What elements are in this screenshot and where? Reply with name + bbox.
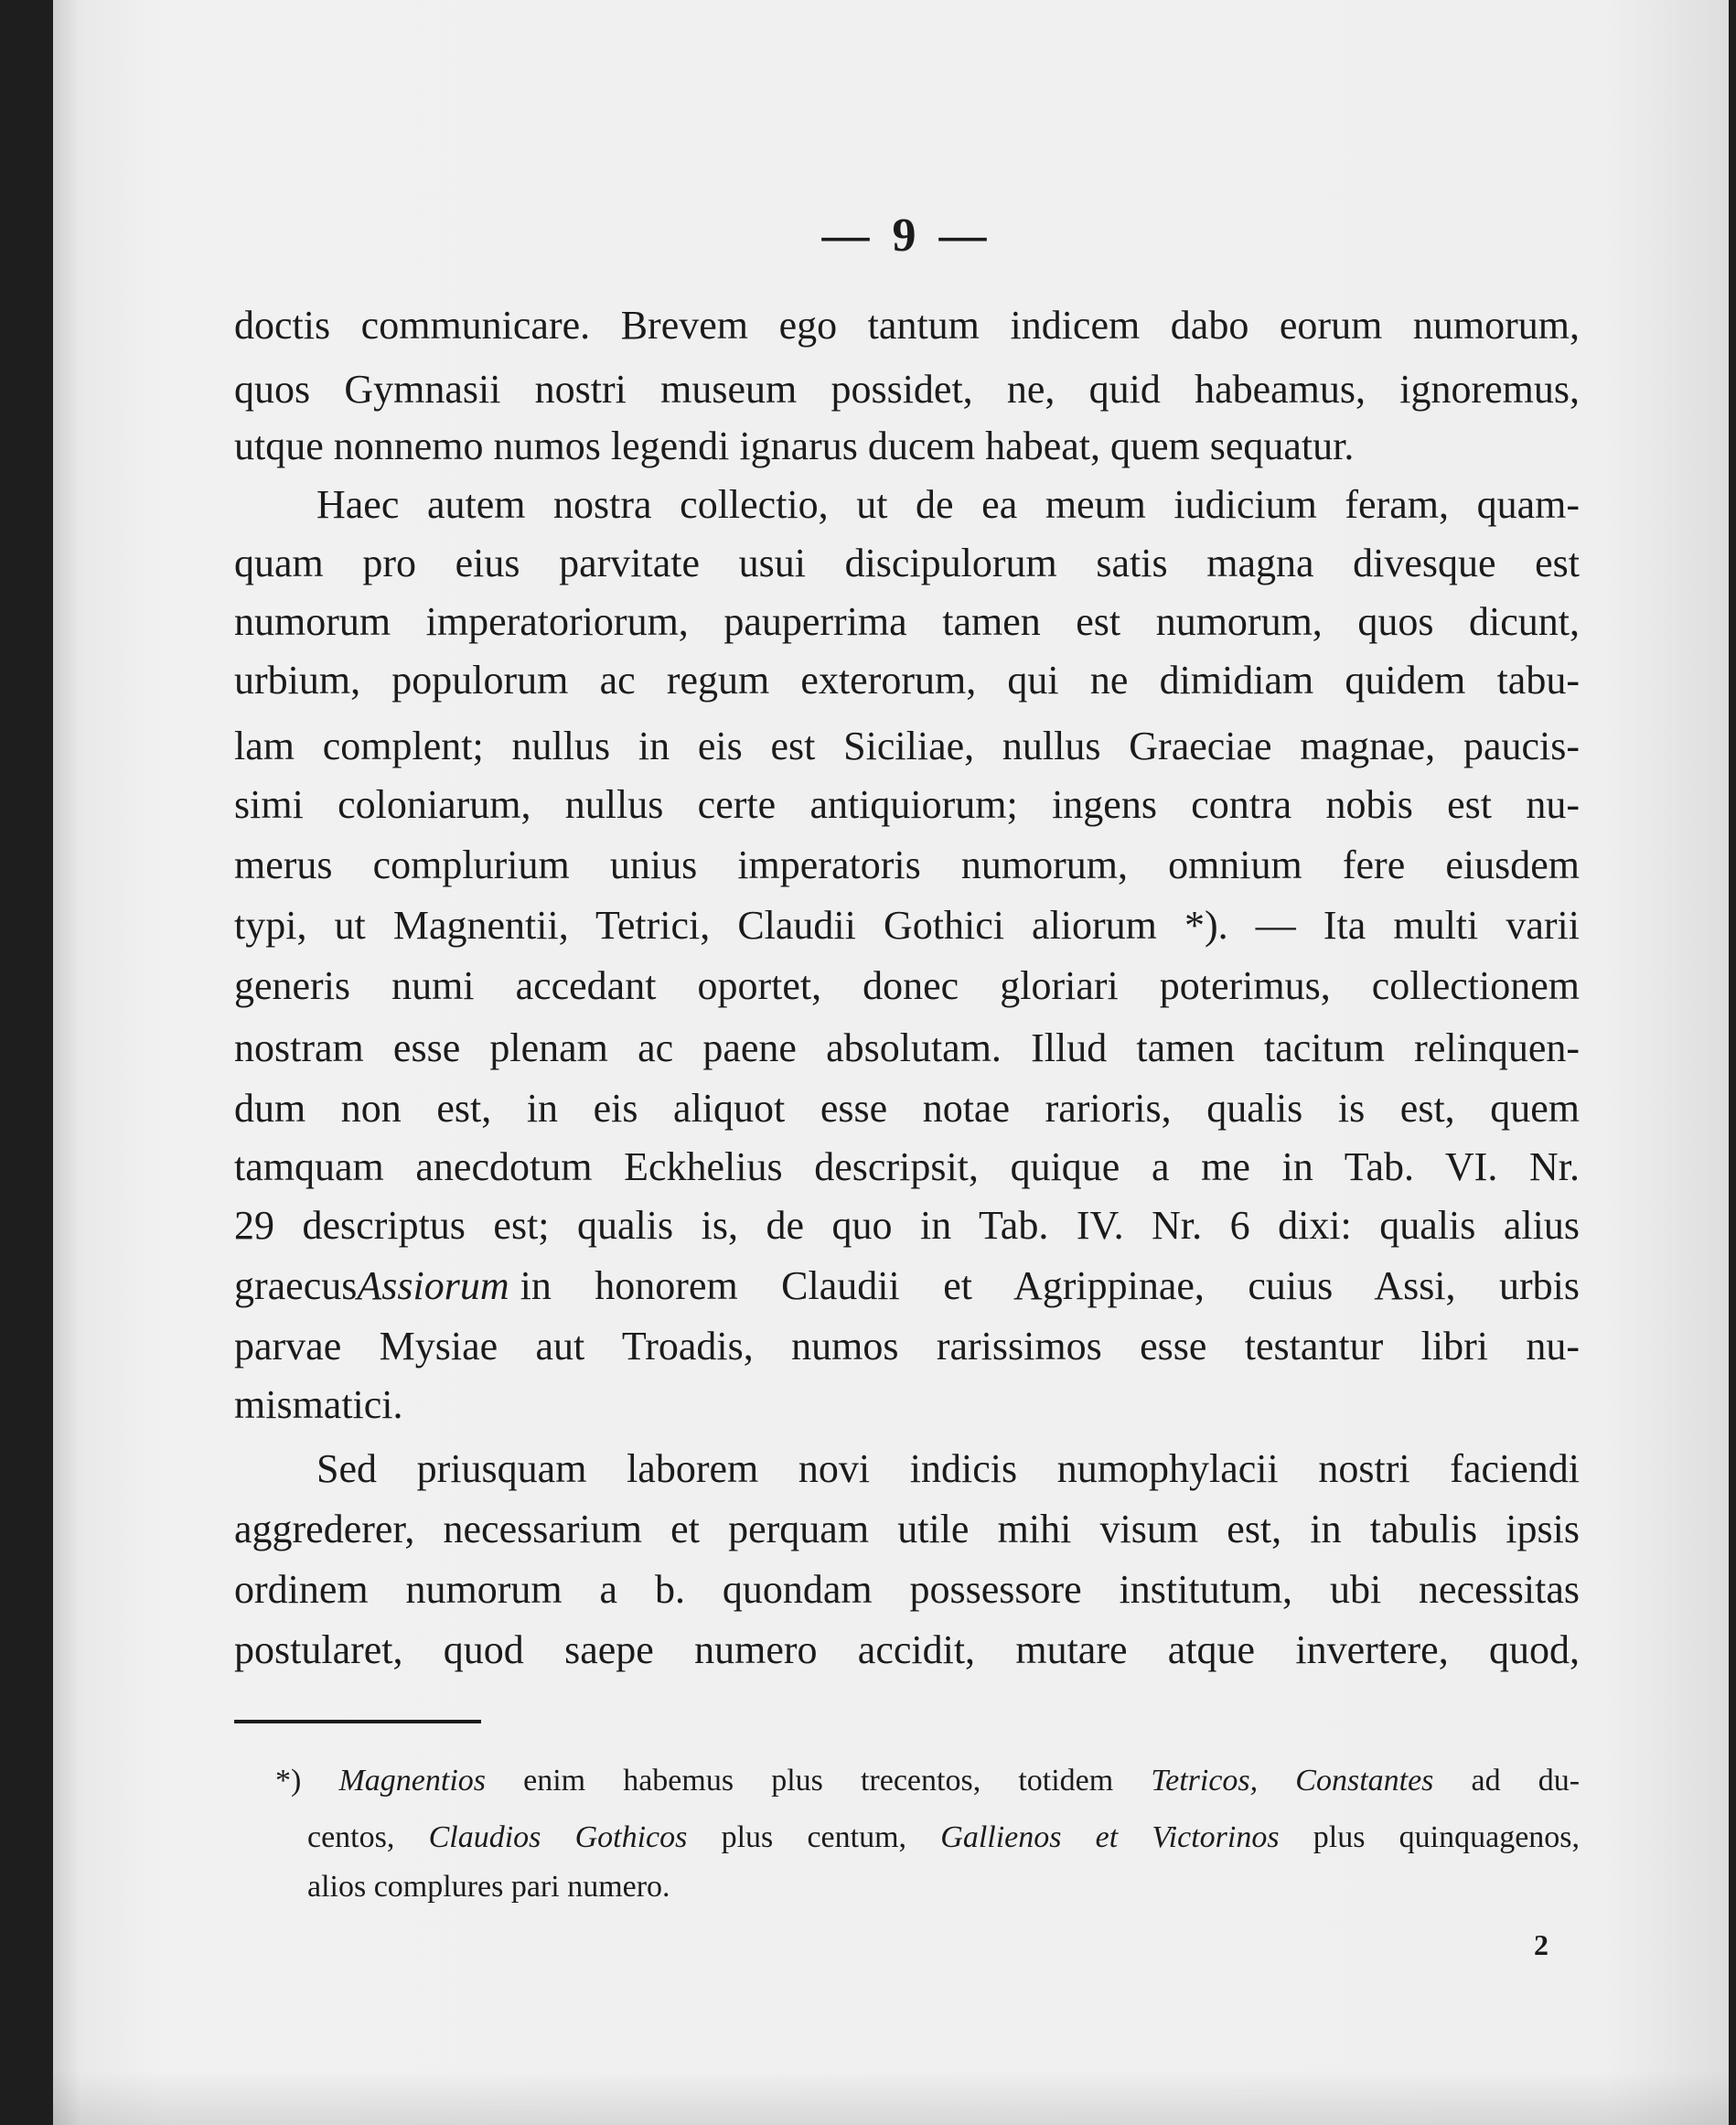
text-line: dum non est, in eis aliquot esse notae rarioris, qualis is est, quem: [234, 1086, 1580, 1131]
footnote-text: centos,: [307, 1820, 395, 1854]
text-line: parvae Mysiae aut Troadis, numos rarissimos esse testantur libri nu-: [234, 1324, 1580, 1368]
text-line: urbium, populorum ac regum exterorum, qui ne dimidiam quidem tabu-: [234, 658, 1580, 703]
text-line: ordinem numorum a b. quondam possessore institutum, ubi necessitas: [234, 1567, 1580, 1612]
text-line: aggrederer, necessarium et perquam utile mihi visum est, in tabulis ipsis: [234, 1507, 1580, 1551]
footnote-text: enim habemus plus trecentos, totidem: [523, 1764, 1114, 1798]
footnote-line: [234, 1765, 1580, 1797]
footnote-text: ad du-: [1471, 1764, 1581, 1798]
text-line: 29 descriptus est; qualis is, de quo in Tab. IV. Nr. 6 dixi: qualis alius: [234, 1203, 1580, 1248]
text-line: merus complurium unius imperatoris numorum, omnium fere eiusdem: [234, 842, 1580, 887]
footnote-italic: Magnentios: [338, 1764, 486, 1798]
text-line: Haec autem nostra collectio, ut de ea meum iudicium feram, quam-: [316, 482, 1580, 527]
footnote-italic: Claudios Gothicos: [428, 1820, 688, 1854]
footnote-line: [234, 1822, 1580, 1853]
text-line: typi, ut Magnentii, Tetrici, Claudii Gothici aliorum *). — Ita multi varii: [234, 903, 1580, 948]
page-shadow: [53, 2070, 1729, 2125]
text-line: lam complent; nullus in eis est Siciliae, nullus Graeciae magnae, paucis-: [234, 724, 1580, 768]
footnote-italic: Gallienos et Victorinos: [940, 1820, 1280, 1854]
text-line: numorum imperatoriorum, pauperrima tamen est numorum, quos dicunt,: [234, 599, 1580, 644]
text-line: simi coloniarum, nullus certe antiquiorum; ingens contra nobis est nu-: [234, 782, 1580, 827]
text-line: Sed priusquam laborem novi indicis numophylacii nostri faciendi: [316, 1446, 1580, 1491]
footnote-italic: Tetricos,: [1151, 1764, 1259, 1798]
text-fragment-italic: Assiorum: [357, 1263, 509, 1308]
text-line: doctis communicare. Brevem ego tantum indicem dabo eorum numorum,: [234, 303, 1580, 348]
text-line: utque nonnemo numos legendi ignarus ducem habeat, quem sequatur.: [234, 424, 1355, 468]
text-line: postularet, quod saepe numero accidit, mutare atque invertere, quod,: [234, 1627, 1580, 1672]
text-fragment: in honorem Claudii et Agrippinae, cuius Assi, urbis: [520, 1263, 1580, 1308]
book-page: [53, 0, 1729, 2125]
footnote-line: alios complures pari numero.: [307, 1870, 670, 1904]
footnote-italic: Constantes: [1295, 1764, 1434, 1798]
text-line: quam pro eius parvitate usui discipulorum satis magna divesque est: [234, 541, 1580, 585]
signature-mark: 2: [1534, 1928, 1548, 1961]
page-number-header: — 9 —: [821, 209, 992, 262]
text-line: mismatici.: [234, 1382, 403, 1427]
text-line: quos Gymnasii nostri museum possidet, ne, quid habeamus, ignoremus,: [234, 367, 1580, 412]
text-line-mixed: [234, 1263, 1580, 1308]
text-fragment: graecus: [234, 1263, 358, 1308]
footnote-marker: *): [275, 1764, 302, 1798]
footnote-text: plus centum,: [721, 1820, 907, 1854]
text-line: nostram esse plenam ac paene absolutam. Illud tamen tacitum relinquen-: [234, 1025, 1580, 1070]
text-line: tamquam anecdotum Eckhelius descripsit, quique a me in Tab. VI. Nr.: [234, 1144, 1580, 1189]
footnote-rule: [234, 1720, 481, 1723]
footnote-text: plus quinquagenos,: [1313, 1820, 1581, 1854]
text-line: generis numi accedant oportet, donec gloriari poterimus, collectionem: [234, 963, 1580, 1008]
